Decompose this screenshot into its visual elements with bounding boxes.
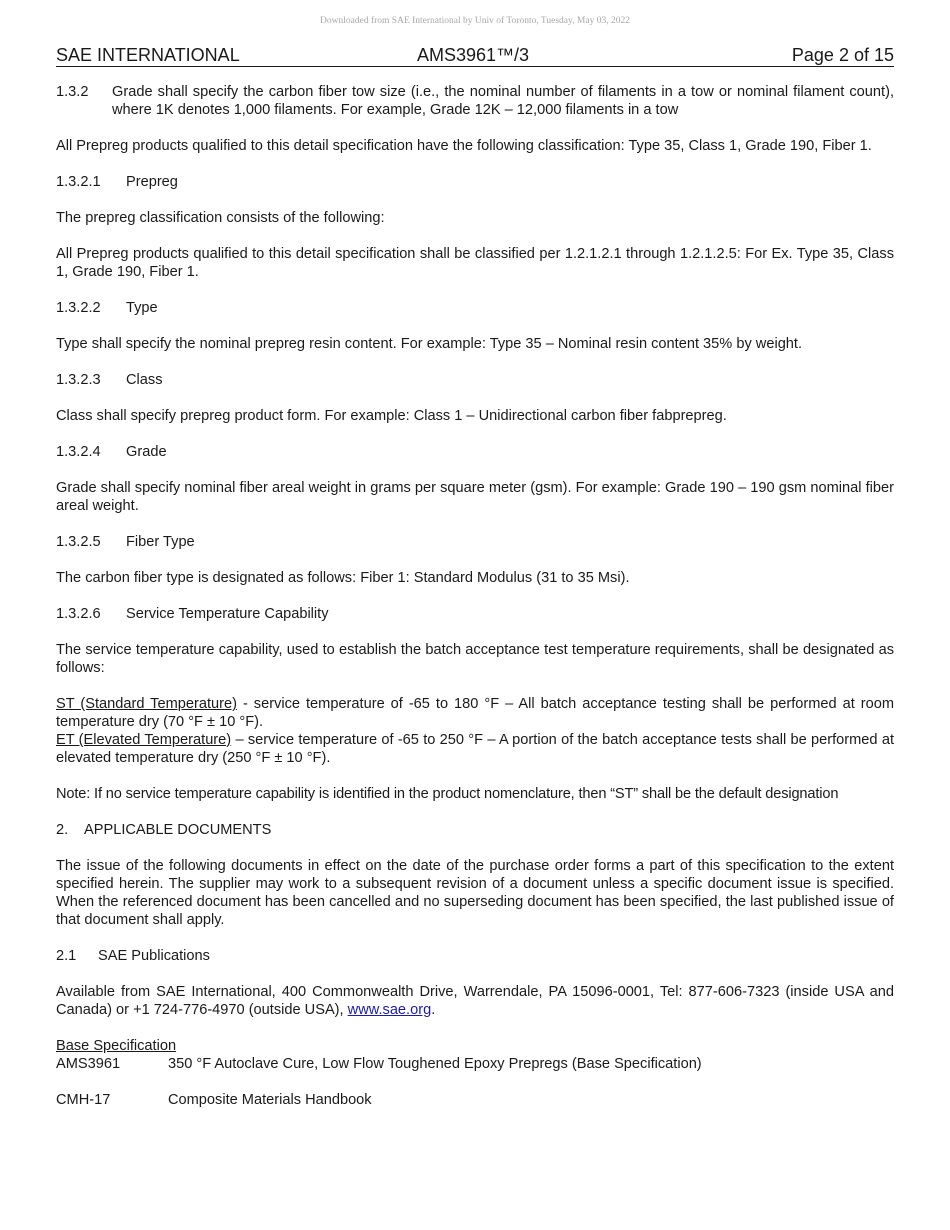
spec-code: CMH-17 bbox=[56, 1092, 111, 1108]
paragraph-elevated-temperature bbox=[56, 731, 894, 767]
document-body bbox=[56, 83, 894, 1109]
heading-1-3-2-2 bbox=[56, 299, 894, 317]
et-label: ET (Elevated Temperature) bbox=[56, 732, 232, 748]
section-1-3-2 bbox=[56, 83, 894, 119]
paragraph-type: Type shall specify the nominal prepreg resin content. For example: Type 35 – Nominal resin content 35% by weight. bbox=[56, 336, 803, 352]
heading-1-3-2-1 bbox=[56, 173, 894, 191]
heading-number: 2.1 bbox=[56, 948, 77, 964]
spec-row-cmh17 bbox=[56, 1091, 894, 1109]
heading-number: 1.3.2.4 bbox=[56, 444, 101, 460]
heading-title: Grade bbox=[126, 444, 167, 460]
page-header bbox=[56, 44, 894, 67]
paragraph-prepreg-classified-per: All Prepreg products qualified to this detail specification shall be classified per 1.2.1.2.1 through 1.2.1.2.5: For Ex. Type 35, Class 1, Grade 190, Fiber 1. bbox=[56, 246, 894, 280]
paragraph-standard-temperature bbox=[56, 695, 894, 731]
heading-number: 1.3.2.6 bbox=[56, 606, 101, 622]
paragraph-availability bbox=[56, 983, 894, 1019]
heading-title: Type bbox=[126, 300, 158, 316]
paragraph-prepreg-classification: The prepreg classification consists of the following: bbox=[56, 210, 385, 226]
paragraph-classification: All Prepreg products qualified to this detail specification have the following classification: Type 35, Class 1, Grade 190, Fiber 1. bbox=[56, 138, 872, 154]
header-publisher: SAE INTERNATIONAL bbox=[56, 45, 240, 65]
heading-2 bbox=[56, 821, 894, 839]
availability-end: . bbox=[431, 1002, 436, 1018]
header-doc-number: AMS3961™/3 bbox=[417, 45, 530, 65]
heading-title: Prepreg bbox=[126, 174, 178, 190]
heading-1-3-2-4 bbox=[56, 443, 894, 461]
st-text: - service temperature of -65 to 180 °F – All batch acceptance testing shall be performed at room temperature dry (70 °F ± 10 °F). bbox=[56, 696, 894, 730]
base-spec-heading: Base Specification bbox=[56, 1038, 177, 1054]
section-text: Grade shall specify the carbon fiber tow size (i.e., the nominal number of filaments in a tow or nominal filament count), where 1K denotes 1,000 filaments. For example, Grade 12K – 12,000 filaments in a tow bbox=[112, 84, 894, 118]
heading-number: 1.3.2.5 bbox=[56, 534, 101, 550]
heading-number: 1.3.2.1 bbox=[56, 174, 101, 190]
spec-title: 350 °F Autoclave Cure, Low Flow Toughened Epoxy Prepregs (Base Specification) bbox=[168, 1056, 702, 1072]
header-page-number: Page 2 of 15 bbox=[791, 45, 894, 65]
paragraph-note: Note: If no service temperature capability is identified in the product nomenclature, then “ST” shall be the default designation bbox=[56, 786, 839, 802]
spec-title: Composite Materials Handbook bbox=[168, 1092, 372, 1108]
paragraph-class: Class shall specify prepreg product form. For example: Class 1 – Unidirectional carbon fiber fabprepreg. bbox=[56, 408, 727, 424]
availability-text: Available from SAE International, 400 Commonwealth Drive, Warrendale, PA 15096-0001, Tel: 877-606-7323 (inside USA and Canada) or +1 724-776-4970 (outside USA), bbox=[56, 984, 894, 1018]
heading-title: SAE Publications bbox=[98, 948, 210, 964]
download-watermark: Downloaded from SAE International by Univ of Toronto, Tuesday, May 03, 2022 bbox=[320, 16, 630, 26]
paragraph-grade: Grade shall specify nominal fiber areal weight in grams per square meter (gsm). For example: Grade 190 – 190 gsm nominal fiber areal weight. bbox=[56, 480, 894, 514]
heading-number: 1.3.2.2 bbox=[56, 300, 101, 316]
sae-website-link[interactable]: www.sae.org bbox=[347, 1002, 432, 1018]
heading-number: 2. bbox=[56, 822, 69, 838]
paragraph-document-issue: The issue of the following documents in effect on the date of the purchase order forms a part of this specification to the extent specified herein. The supplier may work to a subsequent revision of a document unless a specific document issue is specified. When the referenced document has been cancelled and no superseding document has been specified, the last published issue of that document shall apply. bbox=[56, 858, 894, 928]
spec-code: AMS3961 bbox=[56, 1056, 121, 1072]
paragraph-service-temperature: The service temperature capability, used to establish the batch acceptance test temperature requirements, shall be designated as follows: bbox=[56, 642, 894, 676]
heading-number: 1.3.2.3 bbox=[56, 372, 101, 388]
heading-title: APPLICABLE DOCUMENTS bbox=[84, 822, 272, 838]
heading-1-3-2-3 bbox=[56, 371, 894, 389]
st-label: ST (Standard Temperature) bbox=[56, 696, 237, 712]
heading-title: Class bbox=[126, 372, 163, 388]
spec-row-ams3961 bbox=[56, 1055, 894, 1073]
paragraph-fiber-type: The carbon fiber type is designated as follows: Fiber 1: Standard Modulus (31 to 35 Msi). bbox=[56, 570, 630, 586]
section-number: 1.3.2 bbox=[56, 84, 89, 100]
heading-title: Fiber Type bbox=[126, 534, 195, 550]
heading-title: Service Temperature Capability bbox=[126, 606, 329, 622]
et-text: – service temperature of -65 to 250 °F – A portion of the batch acceptance tests shall be performed at elevated temperature dry (250 °F ± 10 °F). bbox=[56, 732, 894, 766]
heading-1-3-2-6 bbox=[56, 605, 894, 623]
heading-1-3-2-5 bbox=[56, 533, 894, 551]
heading-2-1 bbox=[56, 947, 894, 965]
